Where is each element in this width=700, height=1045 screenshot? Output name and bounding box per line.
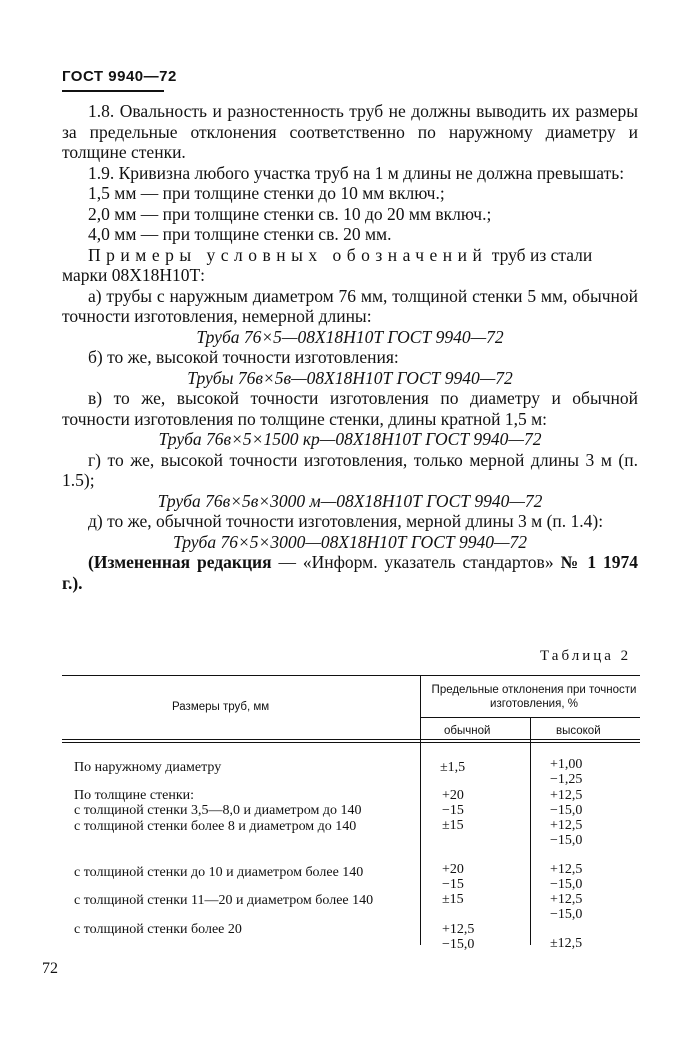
row-wall5-label: с толщиной стенки более 20	[74, 922, 242, 937]
table-header-rule-2	[62, 742, 640, 743]
edition-bold: (Измененная редакция	[88, 552, 272, 572]
row-wall5-high: ±12,5	[550, 936, 583, 951]
example-a-text: а) трубы с наружным диаметром 76 мм, толщиной стенки 5 мм, обычной точности изготовления, немерной длины:	[62, 285, 638, 326]
example-v-formula: Труба 76в×5×1500 кр—08Х18Н10Т ГОСТ 9940—72	[158, 429, 542, 449]
row-wall-title: По толщине стенки:	[74, 788, 195, 803]
row-wall3-high: +12,5 −15,0	[550, 862, 583, 892]
table-divider-precision	[530, 717, 531, 945]
row-wall3-label: с толщиной стенки до 10 и диаметром более 140	[74, 865, 364, 880]
paragraph-1-9: 1.9. Кривизна любого участка труб на 1 м длины не должна превышать:	[88, 162, 625, 183]
header-rule	[62, 90, 164, 92]
curvature-item-2: 2,0 мм — при толщине стенки св. 10 до 20 мм включ.;	[88, 203, 492, 224]
row-wall4-high: +12,5 −15,0	[550, 892, 583, 922]
row-wall1-normal: +20 −15	[442, 788, 464, 818]
document-header: ГОСТ 9940—72	[62, 68, 177, 85]
example-g-formula: Труба 76в×5в×3000 м—08Х18Н10Т ГОСТ 9940—72	[157, 490, 543, 511]
example-b-formula: Трубы 76в×5в—08Х18Н10Т ГОСТ 9940—72	[187, 367, 513, 388]
examples-spaced-text: Примеры условных обозначений	[88, 244, 488, 265]
row-wall2-normal: ±15	[442, 818, 464, 833]
example-v-text: в) то же, высокой точности изготовления по диаметру и обычной точности изготовления по толщине стенки, длины кратной 1,5 м:	[62, 388, 638, 429]
example-d-formula: Труба 76×5×3000—08Х18Н10Т ГОСТ 9940—72	[172, 531, 528, 552]
row-wall1-label: с толщиной стенки 3,5—8,0 и диаметром до 140	[74, 803, 362, 818]
table-caption: Таблица 2	[540, 648, 632, 664]
example-d-text: д) то же, обычной точности изготовления, мерной длины 3 м (п. 1.4):	[88, 511, 604, 531]
row-wall2-label: с толщиной стенки более 8 и диаметром до 140	[74, 819, 357, 834]
examples-rest-text: труб из стали	[487, 244, 593, 265]
table-subheader-rule	[420, 717, 640, 718]
document-body	[62, 101, 638, 593]
row-wall5-normal: +12,5 −15,0	[442, 922, 475, 952]
example-b-text: б) то же, высокой точности изготовления:	[88, 347, 399, 367]
deviation-table	[62, 675, 640, 955]
example-a-formula: Труба 76×5—08Х18Н10Т ГОСТ 9940—72	[196, 326, 504, 347]
edition-note	[62, 552, 638, 593]
curvature-item-3: 4,0 мм — при толщине стенки св. 20 мм.	[88, 224, 392, 244]
edition-rest: — «Информ. указатель стандартов»	[271, 552, 561, 572]
table-divider-size	[420, 675, 421, 945]
row-wall2-high: +12,5 −15,0	[550, 818, 583, 848]
row-wall3-normal: +20 −15	[442, 862, 464, 892]
table-top-rule	[62, 675, 640, 676]
curvature-item-1: 1,5 мм — при толщине стенки до 10 мм включ.;	[88, 183, 445, 203]
row-outer-high: +1,00 −1,25	[550, 757, 583, 787]
row-wall4-label: с толщиной стенки 11—20 и диаметром более 140	[74, 893, 374, 908]
column-normal-header: обычной	[444, 725, 491, 737]
example-g-text: г) то же, высокой точности изготовления, только мерной длины 3 м (п. 1.5);	[62, 449, 638, 490]
examples-line-2: марки 08Х18Н10Т:	[62, 265, 206, 285]
row-outer-label: По наружному диаметру	[74, 760, 222, 775]
page-number: 72	[42, 960, 58, 977]
row-outer-normal: ±1,5	[440, 760, 466, 775]
table-header-rule-1	[62, 739, 640, 740]
column-deviations-header: Предельные отклонения при точности изготовления, %	[431, 684, 637, 710]
row-wall4-normal: ±15	[442, 892, 464, 907]
column-sizes-header: Размеры труб, мм	[172, 701, 270, 713]
row-wall1-high: +12,5 −15,0	[550, 788, 583, 818]
column-high-header: высокой	[556, 725, 601, 737]
examples-heading	[62, 245, 638, 266]
paragraph-1-8: 1.8. Овальность и разностенность труб не должны выводить их размеры за предельные отклонения соответственно по наружному диаметру и толщине стенки.	[62, 101, 638, 162]
edition-end: № 1 1974 г.).	[62, 552, 638, 593]
